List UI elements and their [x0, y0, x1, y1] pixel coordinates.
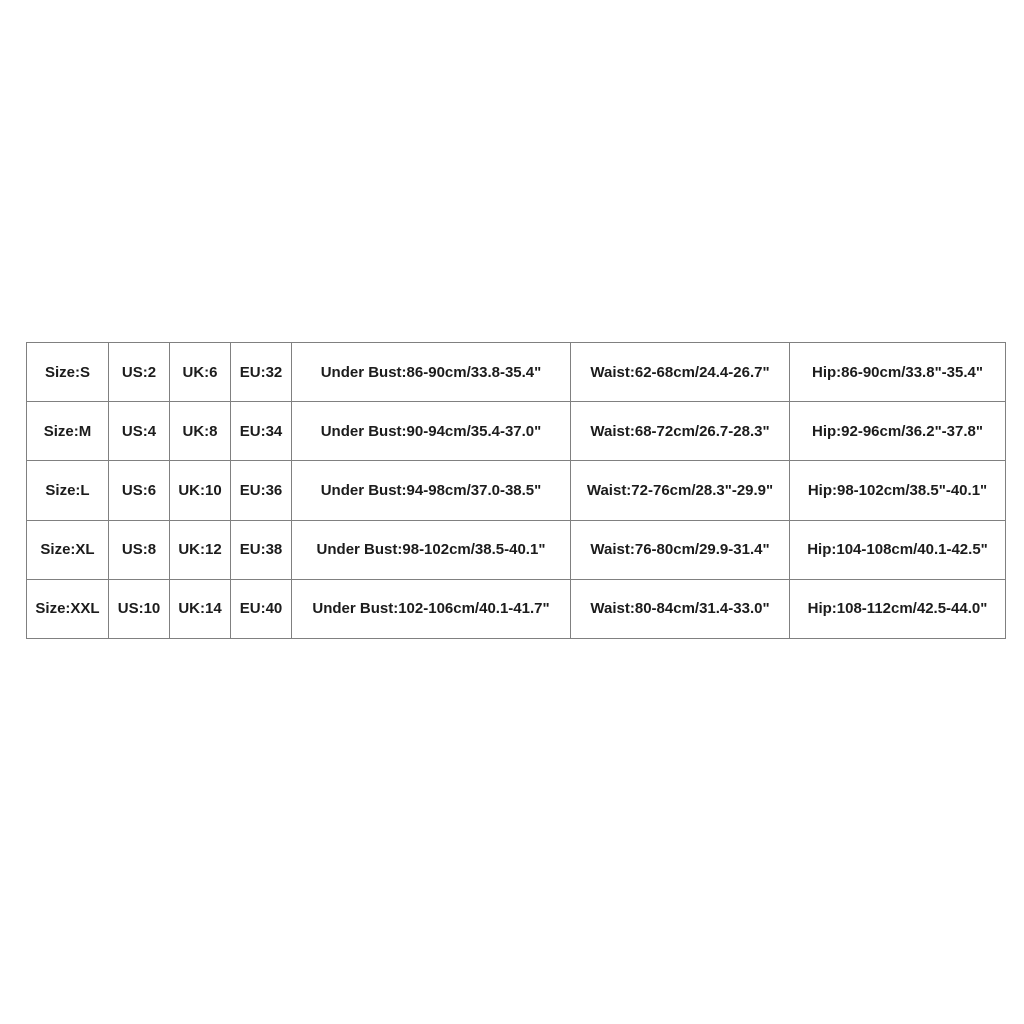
- waist-cell: Waist:80-84cm/31.4-33.0": [571, 579, 790, 638]
- waist-cell: Waist:62-68cm/24.4-26.7": [571, 343, 790, 402]
- hip-cell: Hip:92-96cm/36.2"-37.8": [790, 402, 1006, 461]
- eu-size-cell: EU:32: [231, 343, 292, 402]
- uk-size-cell: UK:14: [170, 579, 231, 638]
- eu-size-cell: EU:40: [231, 579, 292, 638]
- table-row: [27, 343, 1006, 402]
- hip-cell: Hip:98-102cm/38.5"-40.1": [790, 461, 1006, 520]
- under-bust-cell: Under Bust:98-102cm/38.5-40.1": [292, 520, 571, 579]
- size-chart: [26, 342, 1005, 639]
- hip-cell: Hip:108-112cm/42.5-44.0": [790, 579, 1006, 638]
- uk-size-cell: UK:10: [170, 461, 231, 520]
- hip-cell: Hip:86-90cm/33.8"-35.4": [790, 343, 1006, 402]
- us-size-cell: US:2: [109, 343, 170, 402]
- size-chart-table: [26, 342, 1006, 639]
- under-bust-cell: Under Bust:90-94cm/35.4-37.0": [292, 402, 571, 461]
- table-row: [27, 461, 1006, 520]
- waist-cell: Waist:76-80cm/29.9-31.4": [571, 520, 790, 579]
- hip-cell: Hip:104-108cm/40.1-42.5": [790, 520, 1006, 579]
- size-cell: Size:M: [27, 402, 109, 461]
- size-cell: Size:XXL: [27, 579, 109, 638]
- uk-size-cell: UK:8: [170, 402, 231, 461]
- size-cell: Size:L: [27, 461, 109, 520]
- eu-size-cell: EU:36: [231, 461, 292, 520]
- under-bust-cell: Under Bust:94-98cm/37.0-38.5": [292, 461, 571, 520]
- us-size-cell: US:8: [109, 520, 170, 579]
- us-size-cell: US:10: [109, 579, 170, 638]
- table-row: [27, 520, 1006, 579]
- under-bust-cell: Under Bust:86-90cm/33.8-35.4": [292, 343, 571, 402]
- table-row: [27, 579, 1006, 638]
- uk-size-cell: UK:12: [170, 520, 231, 579]
- size-cell: Size:XL: [27, 520, 109, 579]
- us-size-cell: US:4: [109, 402, 170, 461]
- eu-size-cell: EU:34: [231, 402, 292, 461]
- waist-cell: Waist:68-72cm/26.7-28.3": [571, 402, 790, 461]
- under-bust-cell: Under Bust:102-106cm/40.1-41.7": [292, 579, 571, 638]
- uk-size-cell: UK:6: [170, 343, 231, 402]
- waist-cell: Waist:72-76cm/28.3"-29.9": [571, 461, 790, 520]
- table-row: [27, 402, 1006, 461]
- eu-size-cell: EU:38: [231, 520, 292, 579]
- size-cell: Size:S: [27, 343, 109, 402]
- us-size-cell: US:6: [109, 461, 170, 520]
